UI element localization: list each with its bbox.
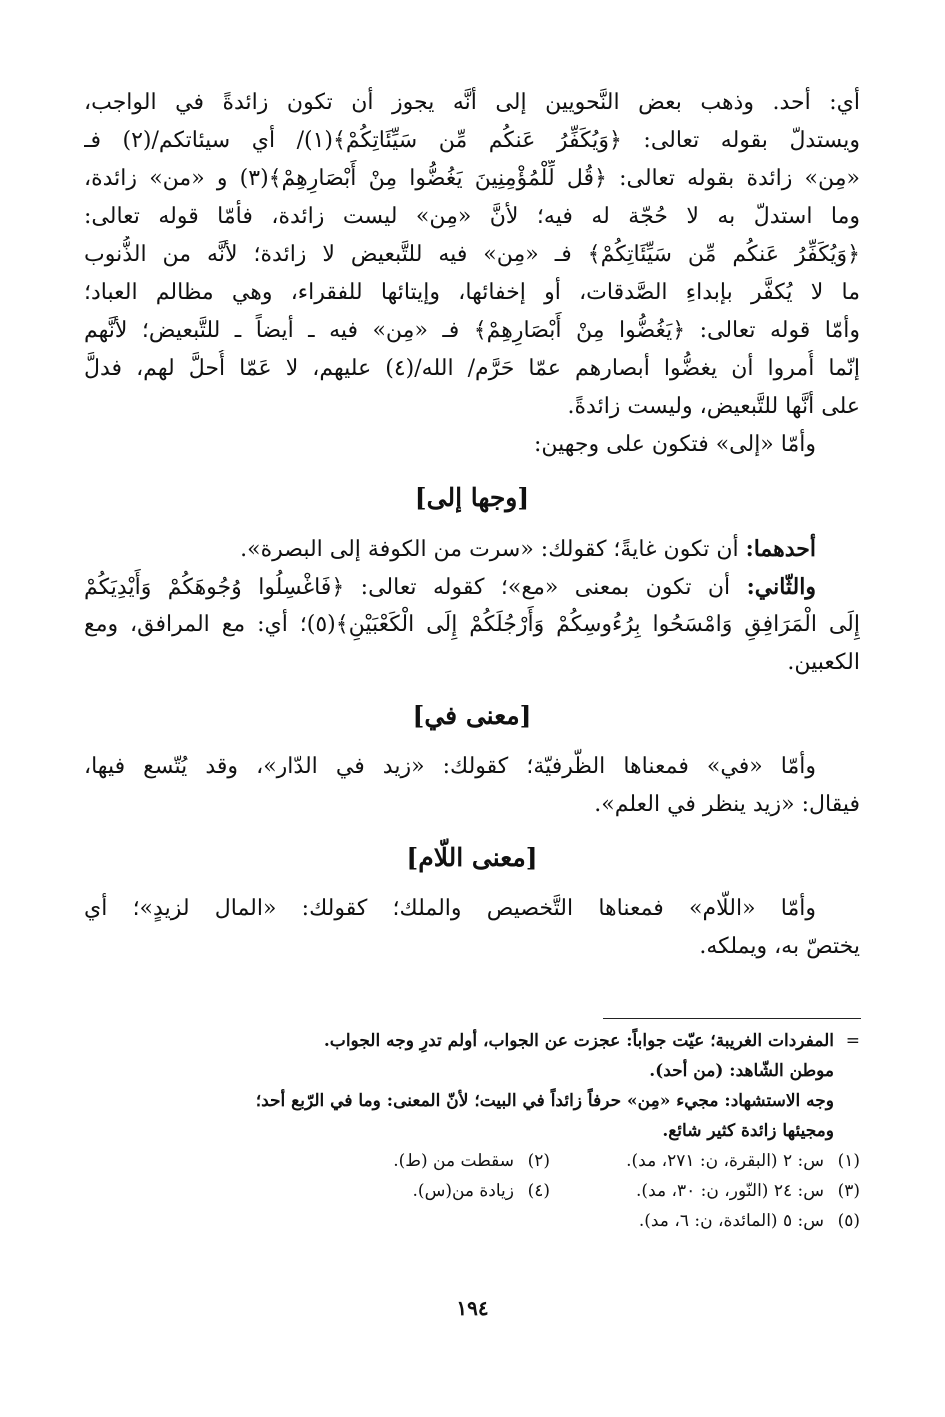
second-text: أن تكون بمعنى «مع»؛ كقوله تعالى: ﴿فَاغْسِلُوا وُجُوهَكُمْ وَأَيْدِيَكُمْ xyxy=(84,575,747,600)
section-heading-ila: [وجها إلى] xyxy=(414,483,530,512)
note-line: وجه الاستشهاد: مجيء «مِن» حرفاً زائداً في البيت؛ لأنّ المعنى: وما في الرّبع أحد؛ xyxy=(255,1091,834,1111)
footnote-row xyxy=(84,1146,860,1176)
second-meaning-line xyxy=(84,568,860,606)
first-text: أن تكون غايةً؛ كقولك: «سرت من الكوفة إلى البصرة». xyxy=(240,537,746,562)
footnote-2: (٢)سقطت من (ط). xyxy=(393,1151,550,1171)
main-text xyxy=(84,84,860,966)
footnotes xyxy=(84,1026,860,1236)
text-line: إِلَى الْمَرَافِقِ وَامْسَحُوا بِرُءُوسِكُمْ وَأَرْجُلَكُمْ إِلَى الْكَعْبَيْنِ﴾(٥)؛ أي: مع المرافق، ومع xyxy=(84,612,860,637)
footnote-5: (٥)س: ٥ (المائدة، ن: ٦، مد). xyxy=(638,1211,860,1231)
text-line: ما لا يُكفَّر بإبداءِ الصَّدقات، أو إخفائها، وإيتائها للفقراء، وهي مظالم العباد؛ xyxy=(84,280,860,305)
text-line: أي: أحد. وذهب بعض النَّحويين إلى أنَّه يجوز أن تكون زائدةً في الواجب، xyxy=(84,90,860,115)
text-line: ويستدلّ بقوله تعالى: ﴿وَيُكَفِّرُ عَنكُم مِّن سَيِّئَاتِكُمْ﴾(١)/ أي سيئاتكم/(٢) فـ xyxy=(84,128,860,153)
text-line: الكعبين. xyxy=(787,650,860,675)
footnote-4: (٤)زيادة من(س). xyxy=(412,1181,550,1201)
first-meaning-line xyxy=(84,530,860,568)
text-line: وأمّا «في» فمعناها الظّرفيّة؛ كقولك: «زيد في الدّار»، وقد يُتّسع فيها، xyxy=(84,754,816,779)
text-line: وما استدلّ به لا حُجّة له فيه؛ لأنَّ «مِن» ليست زائدة، فأمّا قوله تعالى: xyxy=(84,204,860,229)
note-text: المفردات الغريبة؛ عيّت جواباً: عجزت عن الجواب، أولم تدرِ وجه الجواب. xyxy=(323,1031,834,1051)
text-line: وأمّا «اللّام» فمعناها التَّخصيص والملك؛ كقولك: «المال لزيدٍ»؛ أي xyxy=(84,896,816,921)
text-line: على أنَّها للتَّبعيض، وليست زائدةً. xyxy=(567,394,860,419)
footnote-1: (١)س: ٢ (البقرة، ن: ٢٧١، مد). xyxy=(626,1151,860,1171)
continuation-mark: = xyxy=(845,1031,860,1051)
text-line: وأمّا قوله تعالى: ﴿يَغُضُّوا مِنْ أَبْصَارِهِمْ﴾ فـ «مِن» فيه ـ أيضاً ـ للتَّبعيض؛ لأنَّهم xyxy=(84,318,860,343)
section-heading-lam: [معنى اللّام] xyxy=(406,843,538,872)
text-line: ﴿وَيُكَفِّرُ عَنكُم مِّن سَيِّئَاتِكُمْ﴾ فـ «مِن» فيه للتَّبعيض لا زائدة؛ لأنَّه من الذُّنوب xyxy=(84,242,860,267)
second-lead: والثّاني: xyxy=(746,574,816,600)
note-line xyxy=(84,1026,860,1056)
footnote-row xyxy=(84,1206,860,1236)
footnote-3: (٣)س: ٢٤ (النّور، ن: ٣٠، مد). xyxy=(636,1181,860,1201)
footnote-row xyxy=(84,1176,860,1206)
note-line: موطن الشّاهد: (من أحد). xyxy=(649,1061,834,1081)
text-line: وأمّا «إلى» فتكون على وجهين: xyxy=(533,432,816,457)
footnote-divider xyxy=(603,1018,861,1019)
section-heading-fi: [معنى في] xyxy=(412,701,532,730)
text-line: يختصّ به، ويملكه. xyxy=(699,934,860,959)
page-number: ١٩٤ xyxy=(456,1296,489,1320)
first-lead: أحدهما: xyxy=(745,536,816,562)
note-line: ومجيئها زائدة كثير شائع. xyxy=(662,1121,834,1141)
text-line: فيقال: «زيد ينظر في العلم». xyxy=(594,792,860,817)
text-line: «مِن» زائدة بقوله تعالى: ﴿قُل لِّلْمُؤْمِنِينَ يَغُضُّوا مِنْ أَبْصَارِهِمْ﴾(٣) و «من» زائدة، xyxy=(84,166,860,191)
text-line: إنّما أُمروا أن يغضُّوا أبصارهم عمّا حَرَّم/ الله/(٤) عليهم، لا عَمّا أُحلَّ لهم، فدلَّ xyxy=(84,356,860,381)
